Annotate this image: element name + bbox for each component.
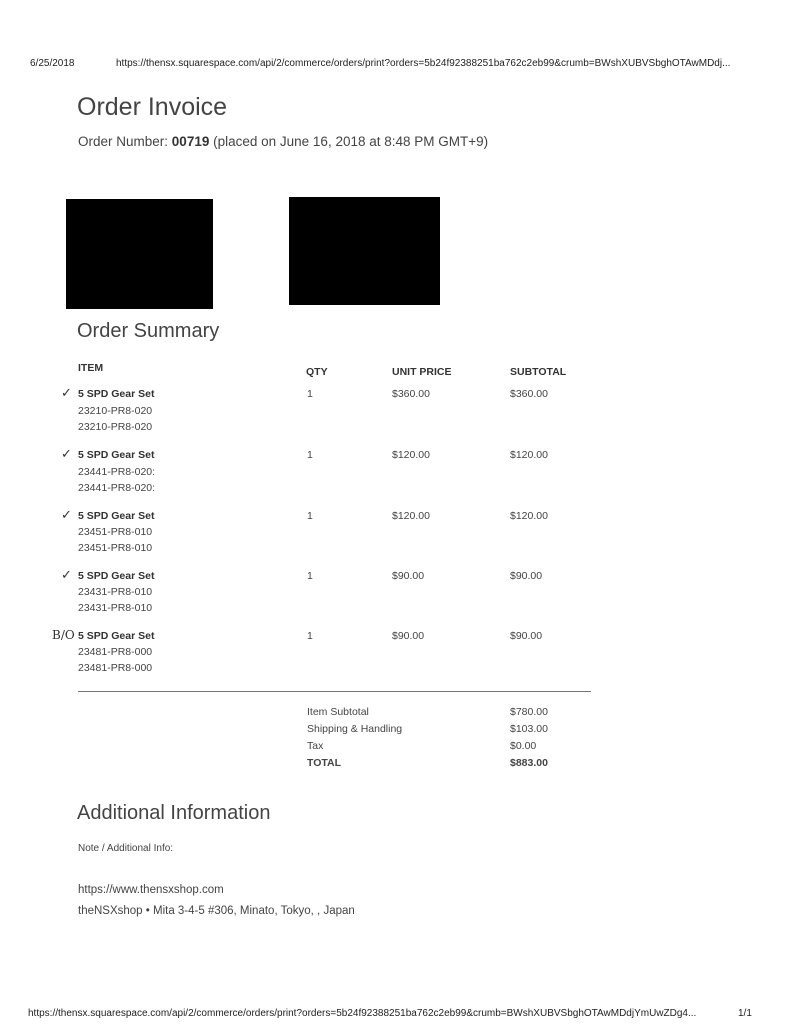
order-summary-title: Order Summary	[77, 320, 220, 342]
redacted-block-billing	[66, 199, 213, 309]
item-sku: 23481-PR8-000	[78, 662, 153, 674]
col-header-item: ITEM	[78, 362, 104, 374]
order-number-label: Order Number:	[78, 134, 169, 149]
footer-url: https://thensx.squarespace.com/api/2/commerce/orders/print?orders=5b24f92388251ba762c2eb99&crumb=BWshXUBVSbghOTAwMDdjYmUwZDg4...	[28, 1008, 697, 1019]
item-subtotal: $120.00	[510, 510, 548, 522]
footer-page-number: 1/1	[738, 1008, 752, 1019]
tax-label: Tax	[307, 740, 324, 752]
item-unit-price: $120.00	[392, 510, 430, 522]
divider	[78, 691, 591, 692]
handwritten-check: ✓	[61, 508, 72, 523]
total-value: $883.00	[510, 757, 548, 769]
item-qty: 1	[307, 510, 313, 522]
item-sku: 23431-PR8-010	[78, 586, 153, 598]
handwritten-check: ✓	[61, 386, 72, 401]
item-sku: 23451-PR8-010	[78, 526, 153, 538]
item-subtotal: $360.00	[510, 388, 548, 400]
item-qty: 1	[307, 388, 313, 400]
item-subtotal-value: $780.00	[510, 706, 548, 718]
order-number-line	[78, 134, 488, 149]
item-sku: 23210-PR8-020	[78, 421, 153, 433]
item-sku: 23431-PR8-010	[78, 602, 153, 614]
item-unit-price: $360.00	[392, 388, 430, 400]
item-subtotal: $120.00	[510, 449, 548, 461]
total-label: TOTAL	[307, 757, 342, 769]
item-name: 5 SPD Gear Set	[78, 510, 155, 522]
handwritten-check: ✓	[61, 447, 72, 462]
item-qty: 1	[307, 449, 313, 461]
item-name: 5 SPD Gear Set	[78, 630, 155, 642]
item-sku: 23481-PR8-000	[78, 646, 153, 658]
shipping-value: $103.00	[510, 723, 548, 735]
col-header-unit-price: UNIT PRICE	[392, 366, 452, 378]
item-sku: 23441-PR8-020:	[78, 482, 156, 494]
item-unit-price: $90.00	[392, 630, 425, 642]
item-qty: 1	[307, 630, 313, 642]
item-unit-price: $90.00	[392, 570, 425, 582]
item-name: 5 SPD Gear Set	[78, 449, 155, 461]
order-placed: (placed on June 16, 2018 at 8:48 PM GMT+9)	[213, 134, 489, 149]
note-label: Note / Additional Info:	[78, 843, 174, 854]
shop-address: theNSXshop • Mita 3-4-5 #306, Minato, Tokyo, , Japan	[78, 905, 355, 917]
page-title: Order Invoice	[77, 93, 228, 121]
item-sku: 23441-PR8-020:	[78, 466, 156, 478]
additional-info-title: Additional Information	[77, 802, 271, 824]
item-sku: 23451-PR8-010	[78, 542, 153, 554]
redacted-block-shipping	[289, 197, 440, 305]
handwritten-check: ✓	[61, 568, 72, 583]
tax-value: $0.00	[510, 740, 537, 752]
col-header-qty: QTY	[306, 366, 328, 378]
order-number: 00719	[171, 134, 210, 149]
shipping-label: Shipping & Handling	[307, 723, 403, 735]
print-url: https://thensx.squarespace.com/api/2/commerce/orders/print?orders=5b24f92388251ba762c2eb99&crumb=BWshXUBVSbghOTAwMDdj...	[116, 58, 731, 69]
item-name: 5 SPD Gear Set	[78, 388, 155, 400]
item-name: 5 SPD Gear Set	[78, 570, 155, 582]
handwritten-backorder-note: B/O	[52, 628, 75, 642]
item-sku: 23210-PR8-020	[78, 405, 153, 417]
print-date: 6/25/2018	[30, 58, 75, 69]
col-header-subtotal: SUBTOTAL	[510, 366, 567, 378]
shop-website: https://www.thensxshop.com	[78, 884, 224, 896]
item-unit-price: $120.00	[392, 449, 430, 461]
item-subtotal: $90.00	[510, 630, 543, 642]
item-qty: 1	[307, 570, 313, 582]
item-subtotal-label: Item Subtotal	[307, 706, 369, 718]
item-subtotal: $90.00	[510, 570, 543, 582]
